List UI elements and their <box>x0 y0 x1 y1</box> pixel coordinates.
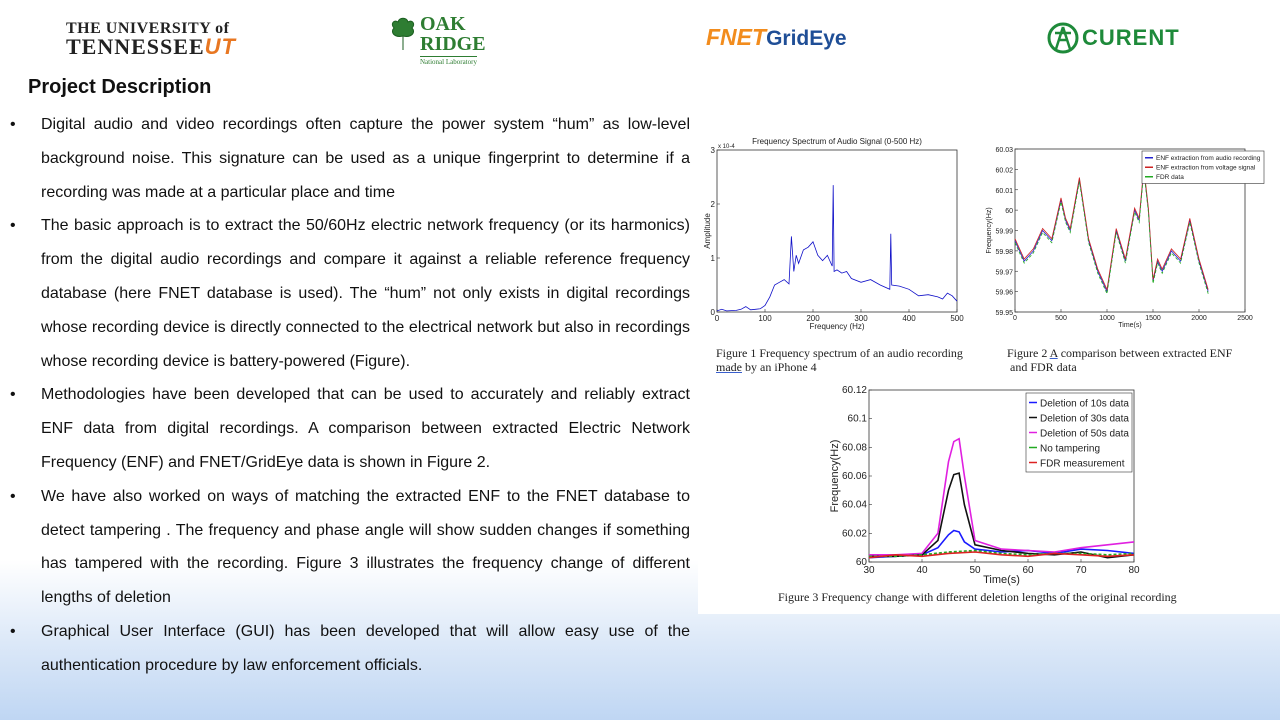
y-tick-label: 1 <box>710 254 715 263</box>
ornl-line1: OAK <box>420 13 466 35</box>
x-tick-label: 200 <box>806 314 820 323</box>
y-axis-label: Frequency(Hz) <box>829 439 841 513</box>
figure3-caption: Figure 3 Frequency change with different deletion lengths of the original recording <box>778 590 1177 604</box>
x-tick-label: 400 <box>902 314 916 323</box>
legend-entry: Deletion of 10s data <box>1040 398 1129 410</box>
x-axis-label: Frequency (Hz) <box>809 322 865 331</box>
y-tick-label: 60 <box>1005 208 1013 216</box>
x-tick-label: 60 <box>1022 565 1034 576</box>
bullet-marker: • <box>10 487 16 505</box>
bullet-marker: • <box>10 386 16 404</box>
oak-leaf-icon <box>388 16 418 52</box>
legend-entry: ENF extraction from audio recording <box>1156 155 1261 162</box>
x-axis-label: Time(s) <box>1118 322 1142 329</box>
fnet-grideye-logo <box>706 24 847 51</box>
y-tick-label: 60.02 <box>995 167 1013 175</box>
list-item <box>10 108 690 209</box>
page-title: Project Description <box>28 76 212 98</box>
list-item <box>10 480 690 615</box>
x-tick-label: 50 <box>969 565 981 576</box>
fnet-logo-part2: GridEye <box>766 27 847 50</box>
legend-entry: FDR measurement <box>1040 458 1125 470</box>
y-tick-label: 60.01 <box>995 187 1013 195</box>
legend-entry: Deletion of 50s data <box>1040 428 1129 440</box>
y-tick-label: 2 <box>710 200 715 209</box>
x-tick-label: 0 <box>714 314 720 323</box>
plot-area <box>717 150 957 312</box>
y-tick-label: 59.95 <box>995 310 1013 317</box>
ut-logo-line2: TENNESSEE <box>66 34 205 59</box>
ut-logo-mark: UT <box>204 34 236 59</box>
tower-icon <box>1046 22 1080 54</box>
x-tick-label: 1500 <box>1145 315 1161 322</box>
x-tick-label: 300 <box>854 314 868 323</box>
bullet-text: Digital audio and video recordings often capture the power system “hum” as low-level background noise. This signature can be used as a unique fingerprint to determine if a recording was made at a particular place and time <box>41 116 690 201</box>
x-tick-label: 2500 <box>1237 315 1253 322</box>
y-exponent-label: x 10-4 <box>718 144 735 150</box>
curent-logo-text: CURENT <box>1082 25 1180 50</box>
x-tick-label: 30 <box>863 565 875 576</box>
figure2-enf-comparison-chart <box>980 140 1270 335</box>
y-tick-label: 60.02 <box>841 528 867 540</box>
x-tick-label: 500 <box>1055 315 1067 322</box>
x-tick-label: 40 <box>916 565 928 576</box>
fnet-logo-part1: FNET <box>706 24 767 50</box>
y-tick-label: 0 <box>710 308 715 317</box>
bullet-list <box>10 108 690 683</box>
y-tick-label: 60.1 <box>847 413 867 425</box>
x-tick-label: 0 <box>1013 315 1017 322</box>
y-tick-label: 3 <box>710 146 715 155</box>
y-tick-label: 59.98 <box>995 248 1013 256</box>
y-tick-label: 59.97 <box>995 269 1013 277</box>
y-tick-label: 60.06 <box>841 471 867 482</box>
bullet-text: We have also worked on ways of matching the extracted ENF to the FNET database to detect tampering . The frequency and phase angle will show sudden changes if something has tampered with the recording. Figure 3 illustrates the frequency change of different lengths of deletion <box>41 487 690 607</box>
curent-logo <box>1046 22 1180 54</box>
y-tick-label: 59.99 <box>995 228 1013 236</box>
figure2-caption: Figure 2 A comparison between extracted ENF and FDR data <box>1007 346 1233 374</box>
x-tick-label: 500 <box>950 314 964 323</box>
x-tick-label: 70 <box>1075 565 1087 576</box>
bullet-text: The basic approach is to extract the 50/60Hz electric network frequency (or its harmonics) from the digital audio recordings and compare it against a reliable reference frequency database (here FNET database is used). The “hum” not only exists in digital recordings whose recording device is directly connected to the electrical network but also in recordings whose recording device is battery-powered (Figure). <box>41 217 690 370</box>
y-tick-label: 60.04 <box>841 499 867 511</box>
figure1-caption: Figure 1 Frequency spectrum of an audio recording made by an iPhone 4 <box>716 346 963 374</box>
bullet-text: Methodologies have been developed that can be used to accurately and reliably extract ENF data from digital recordings. A comparison between extracted Electric Network Frequency (ENF) and FNET/GridEye data is shown in Figure 2. <box>41 386 690 471</box>
y-tick-label: 60.12 <box>841 385 867 396</box>
oak-ridge-logo <box>388 13 523 66</box>
y-axis-label: Amplitude <box>703 213 712 249</box>
university-of-tennessee-logo <box>66 20 251 60</box>
x-tick-label: 80 <box>1128 565 1140 576</box>
bullet-text: Graphical User Interface (GUI) has been developed that will allow easy use of the authentication procedure by law enforcement officials. <box>41 622 690 674</box>
bullet-marker: • <box>10 622 16 640</box>
legend-entry: No tampering <box>1040 443 1101 455</box>
legend-entry: FDR data <box>1156 174 1184 181</box>
figure1-spectrum-chart <box>700 130 965 335</box>
figure3-deletion-chart <box>825 382 1150 590</box>
list-item <box>10 209 690 378</box>
bullet-marker: • <box>10 116 16 133</box>
x-tick-label: 100 <box>758 314 772 323</box>
list-item <box>10 378 690 479</box>
legend-entry: ENF extraction from voltage signal <box>1156 164 1256 172</box>
y-tick-label: 59.96 <box>995 289 1013 297</box>
x-axis-label: Time(s) <box>983 574 1020 586</box>
legend-entry: Deletion of 30s data <box>1040 413 1129 425</box>
ornl-line2: RIDGE <box>420 33 486 55</box>
y-tick-label: 60.08 <box>841 442 867 454</box>
y-axis-label: Frequency(Hz) <box>986 207 993 254</box>
list-item <box>10 615 690 683</box>
bullet-marker: • <box>10 217 16 235</box>
chart-title: Frequency Spectrum of Audio Signal (0-500 Hz) <box>752 137 922 146</box>
y-tick-label: 60 <box>855 557 867 568</box>
ut-logo-line1: THE UNIVERSITY of <box>66 20 230 37</box>
x-tick-label: 1000 <box>1099 315 1115 322</box>
x-tick-label: 2000 <box>1191 315 1207 322</box>
ornl-line3: National Laboratory <box>420 58 477 66</box>
y-tick-label: 60.03 <box>995 147 1013 154</box>
